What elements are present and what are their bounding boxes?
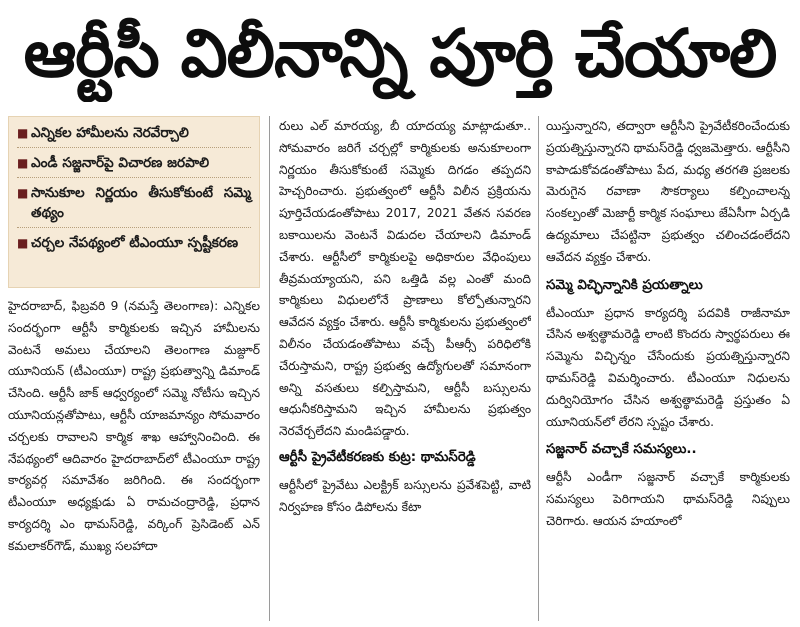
article-paragraph: ఆర్టీసీ ఎండీగా సజ్జనార్ వచ్చాకే కార్మికులకు సమస్యలు పెరిగాయని థామస్‌రెడ్డి నిప్పులు చెరిగారు. ఆయన హయాంలో — [546, 470, 790, 528]
article-paragraph: యిస్తున్నారని, తద్వారా ఆర్టీసీని ప్రైవేటీకరించేందుకు ప్రయత్నిస్తున్నారని థామస్‌రెడ్డి ధ్వజమెత్తారు. ఆర్టీసీని కాపాడుకోవడంతోపాటు పేద, మధ్య తరగతి ప్రజలకు మెరుగైన రవాణా సౌకర్యాలు కల్పించాలన్న సంకల్పంతో మెజార్టీ కార్మిక సంఘాలు జేఏసీగా ఏర్పడి ఉద్యమాలు చేపట్టినా ప్రభుత్వం చలించడంలేదని ఆవేదన వ్యక్తం చేశారు. — [546, 119, 790, 264]
article-column-3 — [546, 116, 790, 533]
article-paragraph: రులు ఎల్ మారయ్య, బీ యాదయ్య మాట్లాడుతూ.. సోమవారం జరిగే చర్చల్లో కార్మికులకు అనుకూలంగా నిర్ణయం తీసుకోకుంటే సమ్మెకు దిగడం తప్పదని హెచ్చరించారు. ప్రభుత్వంలో ఆర్టీసీ విలీన ప్రక్రియను పూర్తిచేయడంతోపాటు 2017, 2021 వేతన సవరణ బకాయిలను వెంటనే విడుదల చేయాలని డిమాండ్ చేశారు. ఆర్టీసీలో కార్మికులపై అధికారుల వేధింపులు తీవ్రమయ్యాయని, పని ఒత్తిడి వల్ల ఎంతో మంది కార్మికులు విధులలోనే ప్రాణాలు కోల్పోతున్నారని ఆవేదన వ్యక్తం చేశారు. ఆర్టీసీ కార్మికులను ప్రభుత్వంలో విలీనం చేయడంతోపాటు వచ్చే పీఆర్సీ పరిధిలోకి చేరుస్తామని, రాష్ట్ర ప్రభుత్వ ఉద్యోగులతో సమానంగా అన్ని వసతులు కల్పిస్తామని, ఆర్టీసీ బస్సులను ఆధునీకరిస్తామని ఇచ్చిన హామీలను ప్రభుత్వం నెరవేర్చలేదని మండిపడ్డారు. — [279, 119, 531, 439]
bullet-icon: ■ — [17, 186, 29, 200]
article-column-2 — [279, 116, 531, 519]
highlight-item: ■ ఎండీ సజ్జనార్‌పై విచారణ జరపాలి — [17, 153, 251, 178]
bullet-icon: ■ — [17, 156, 29, 170]
highlight-item: ■ ఎన్నికల హామీలను నెరవేర్చాలి — [17, 123, 251, 148]
highlights-box — [8, 116, 260, 288]
bullet-icon: ■ — [17, 126, 29, 140]
article-paragraph: ఆర్టీసీలో ప్రైవేటు ఎలక్ట్రిక్ బస్సులను ప్రవేశపెట్టి, వాటి నిర్వహణ కోసం డిపోలను కేటా — [279, 477, 531, 514]
column-divider — [269, 116, 270, 621]
highlight-item: ■ చర్చల నేపథ్యంలో టీఎంయూ స్పష్టీకరణ — [17, 235, 239, 251]
headline: ఆర్టీసీ విలీనాన్ని పూర్తి చేయాలి — [23, 15, 777, 92]
article-column-1 — [8, 116, 260, 558]
article-paragraph: టీఎంయూ ప్రధాన కార్యదర్శి పదవికి రాజీనామా చేసిన అశ్వత్థామరెడ్డి లాంటి కొందరు స్వార్థపరులు ఈ సమ్మెను విచ్ఛిన్నం చేసేందుకు ప్రయత్నిస్తున్నారని థామస్‌రెడ్డి విమర్శించారు. టీఎంయూ నిధులను దుర్వినియోగం చేసిన అశ్వత్థామరెడ్డి ప్రస్తుతం ఏ యూనియన్‌లో లేరని స్పష్టం చేశారు. — [546, 305, 790, 429]
subheading: ఆర్టీసీ ప్రైవేటీకరణకు కుట్ర: థామస్‌రెడ్డి — [279, 449, 476, 465]
bullet-icon: ■ — [17, 236, 29, 250]
highlight-item: ■ సానుకూల నిర్ణయం తీసుకోకుంటే సమ్మె తథ్యం — [17, 183, 251, 228]
column-divider — [538, 116, 539, 621]
article-paragraph: హైదరాబాద్, ఫిబ్రవరి 9 (నమస్తే తెలంగాణ): ఎన్నికల సందర్భంగా ఆర్టీసీ కార్మికులకు ఇచ్చిన హామీలను వెంటనే అమలు చేయాలని తెలంగాణ మజ్దూర్ యూనియన్ (టీఎంయూ) రాష్ట్ర ప్రభుత్వాన్ని డిమాండ్ చేసింది. ఆర్టీసీ జాక్ ఆధ్వర్యంలో సమ్మె నోటీసు ఇచ్చిన యూనియన్లతోపాటు, ఆర్టీసీ యాజమాన్యం సోమవారం చర్చలకు రావాలని కార్మిక శాఖ ఆహ్వానించింది. ఈ నేపథ్యంలో ఆదివారం హైదరాబాద్‌లో టీఎంయూ రాష్ట్ర కార్యవర్గ సమావేశం జరిగింది. ఈ సందర్భంగా టీఎంయూ అధ్యక్షుడు ఏ రామచంద్రారెడ్డి, ప్రధాన కార్యదర్శి ఎం థామస్‌రెడ్డి, వర్కింగ్ ప్రెసిడెంట్ ఎన్ కమలాకర్‌గౌడ్, ముఖ్య సలహాదా — [8, 299, 260, 553]
subheading: సజ్జనార్ వచ్చాకే సమస్యలు.. — [546, 442, 697, 458]
subheading: సమ్మె విచ్ఛిన్నానికి ప్రయత్నాలు — [546, 277, 703, 293]
